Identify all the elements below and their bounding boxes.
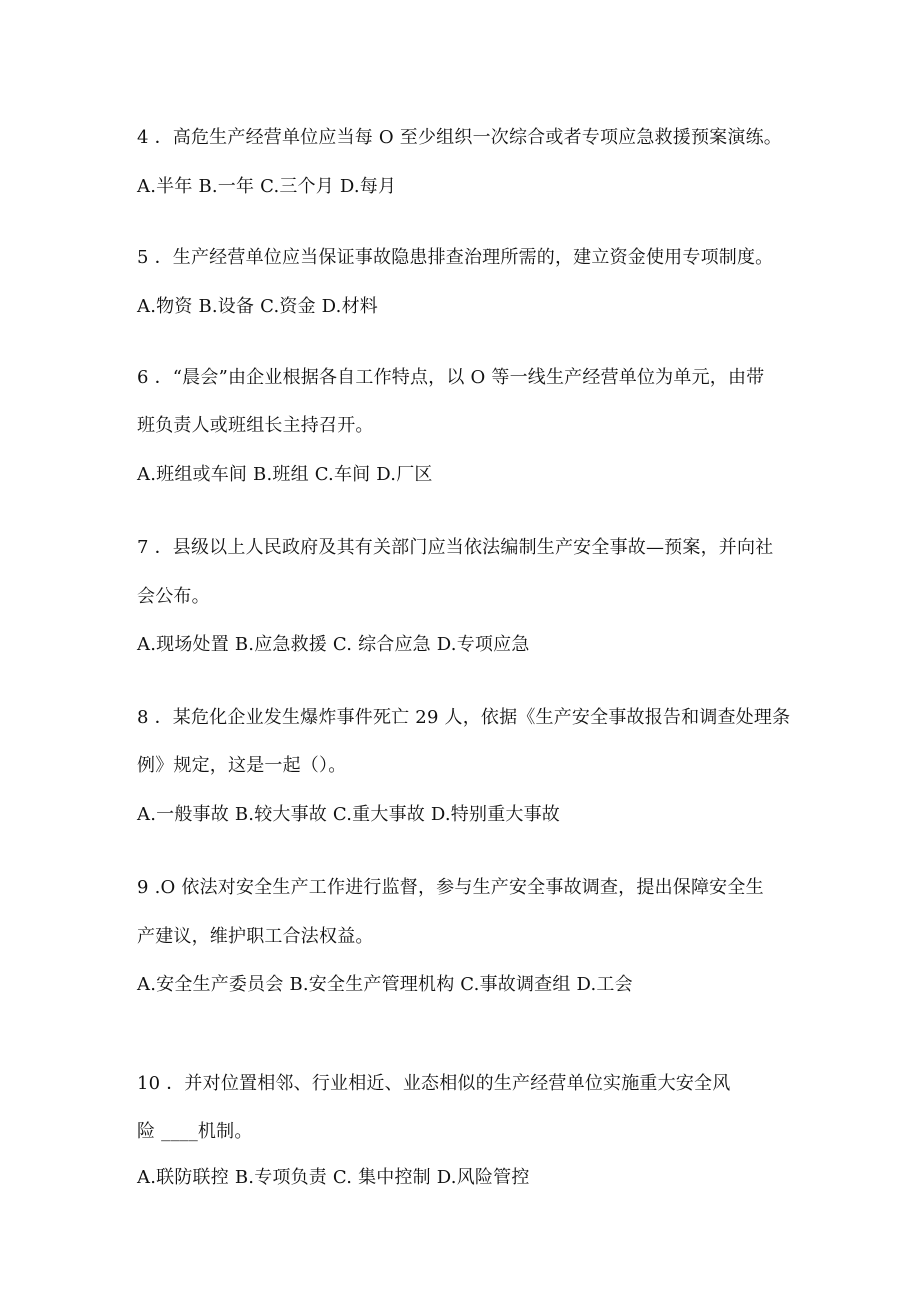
question-6-options: A.班组或车间 B.班组 C.车间 D.厂区 — [137, 464, 433, 485]
question-10-text-line-2: 险 ____机制。 — [137, 1121, 253, 1142]
question-7-options: A.现场处置 B.应急救援 C. 综合应急 D.专项应急 — [137, 634, 530, 655]
question-10-options: A.联防联控 B.专项负责 C. 集中控制 D.风险管控 — [137, 1167, 530, 1188]
question-5-text: 5 ．生产经营单位应当保证事故隐患排查治理所需的，建立资金使用专项制度。 — [137, 247, 774, 268]
question-9-text-line-2: 产建议，维护职工合法权益。 — [137, 926, 374, 947]
question-9-text-line-1: 9 .O 依法对安全生产工作进行监督，参与生产安全事故调查，提出保障安全生 — [137, 877, 764, 898]
question-9-options: A.安全生产委员会 B.安全生产管理机构 C.事故调查组 D.工会 — [137, 974, 633, 995]
question-4-options: A.半年 B.一年 C.三个月 D.每月 — [137, 176, 397, 197]
question-6-text-line-2: 班负责人或班组长主持召开。 — [137, 415, 374, 436]
question-7-text-line-1: 7 ．县级以上人民政府及其有关部门应当依法编制生产安全事故—预案，并向社 — [137, 537, 774, 558]
question-6-text-line-1: 6 ．“晨会”由企业根据各自工作特点，以 O 等一线生产经营单位为单元，由带 — [137, 367, 765, 388]
question-7-text-line-2: 会公布。 — [137, 586, 210, 607]
question-10-text-line-1: 10 ．并对位置相邻、行业相近、业态相似的生产经营单位实施重大安全风 — [137, 1073, 731, 1094]
question-5-options: A.物资 B.设备 C.资金 D.材料 — [137, 296, 378, 317]
question-8-options: A.一般事故 B.较大事故 C.重大事故 D.特别重大事故 — [137, 804, 560, 825]
question-8-text-line-2: 例》规定，这是一起（）。 — [137, 755, 347, 776]
question-8-text-line-1: 8 ．某危化企业发生爆炸事件死亡 29 人，依据《生产安全事故报告和调查处理条 — [137, 707, 791, 728]
question-4-text: 4 ．高危生产经营单位应当每 O 至少组织一次综合或者专项应急救援预案演练。 — [137, 127, 782, 148]
